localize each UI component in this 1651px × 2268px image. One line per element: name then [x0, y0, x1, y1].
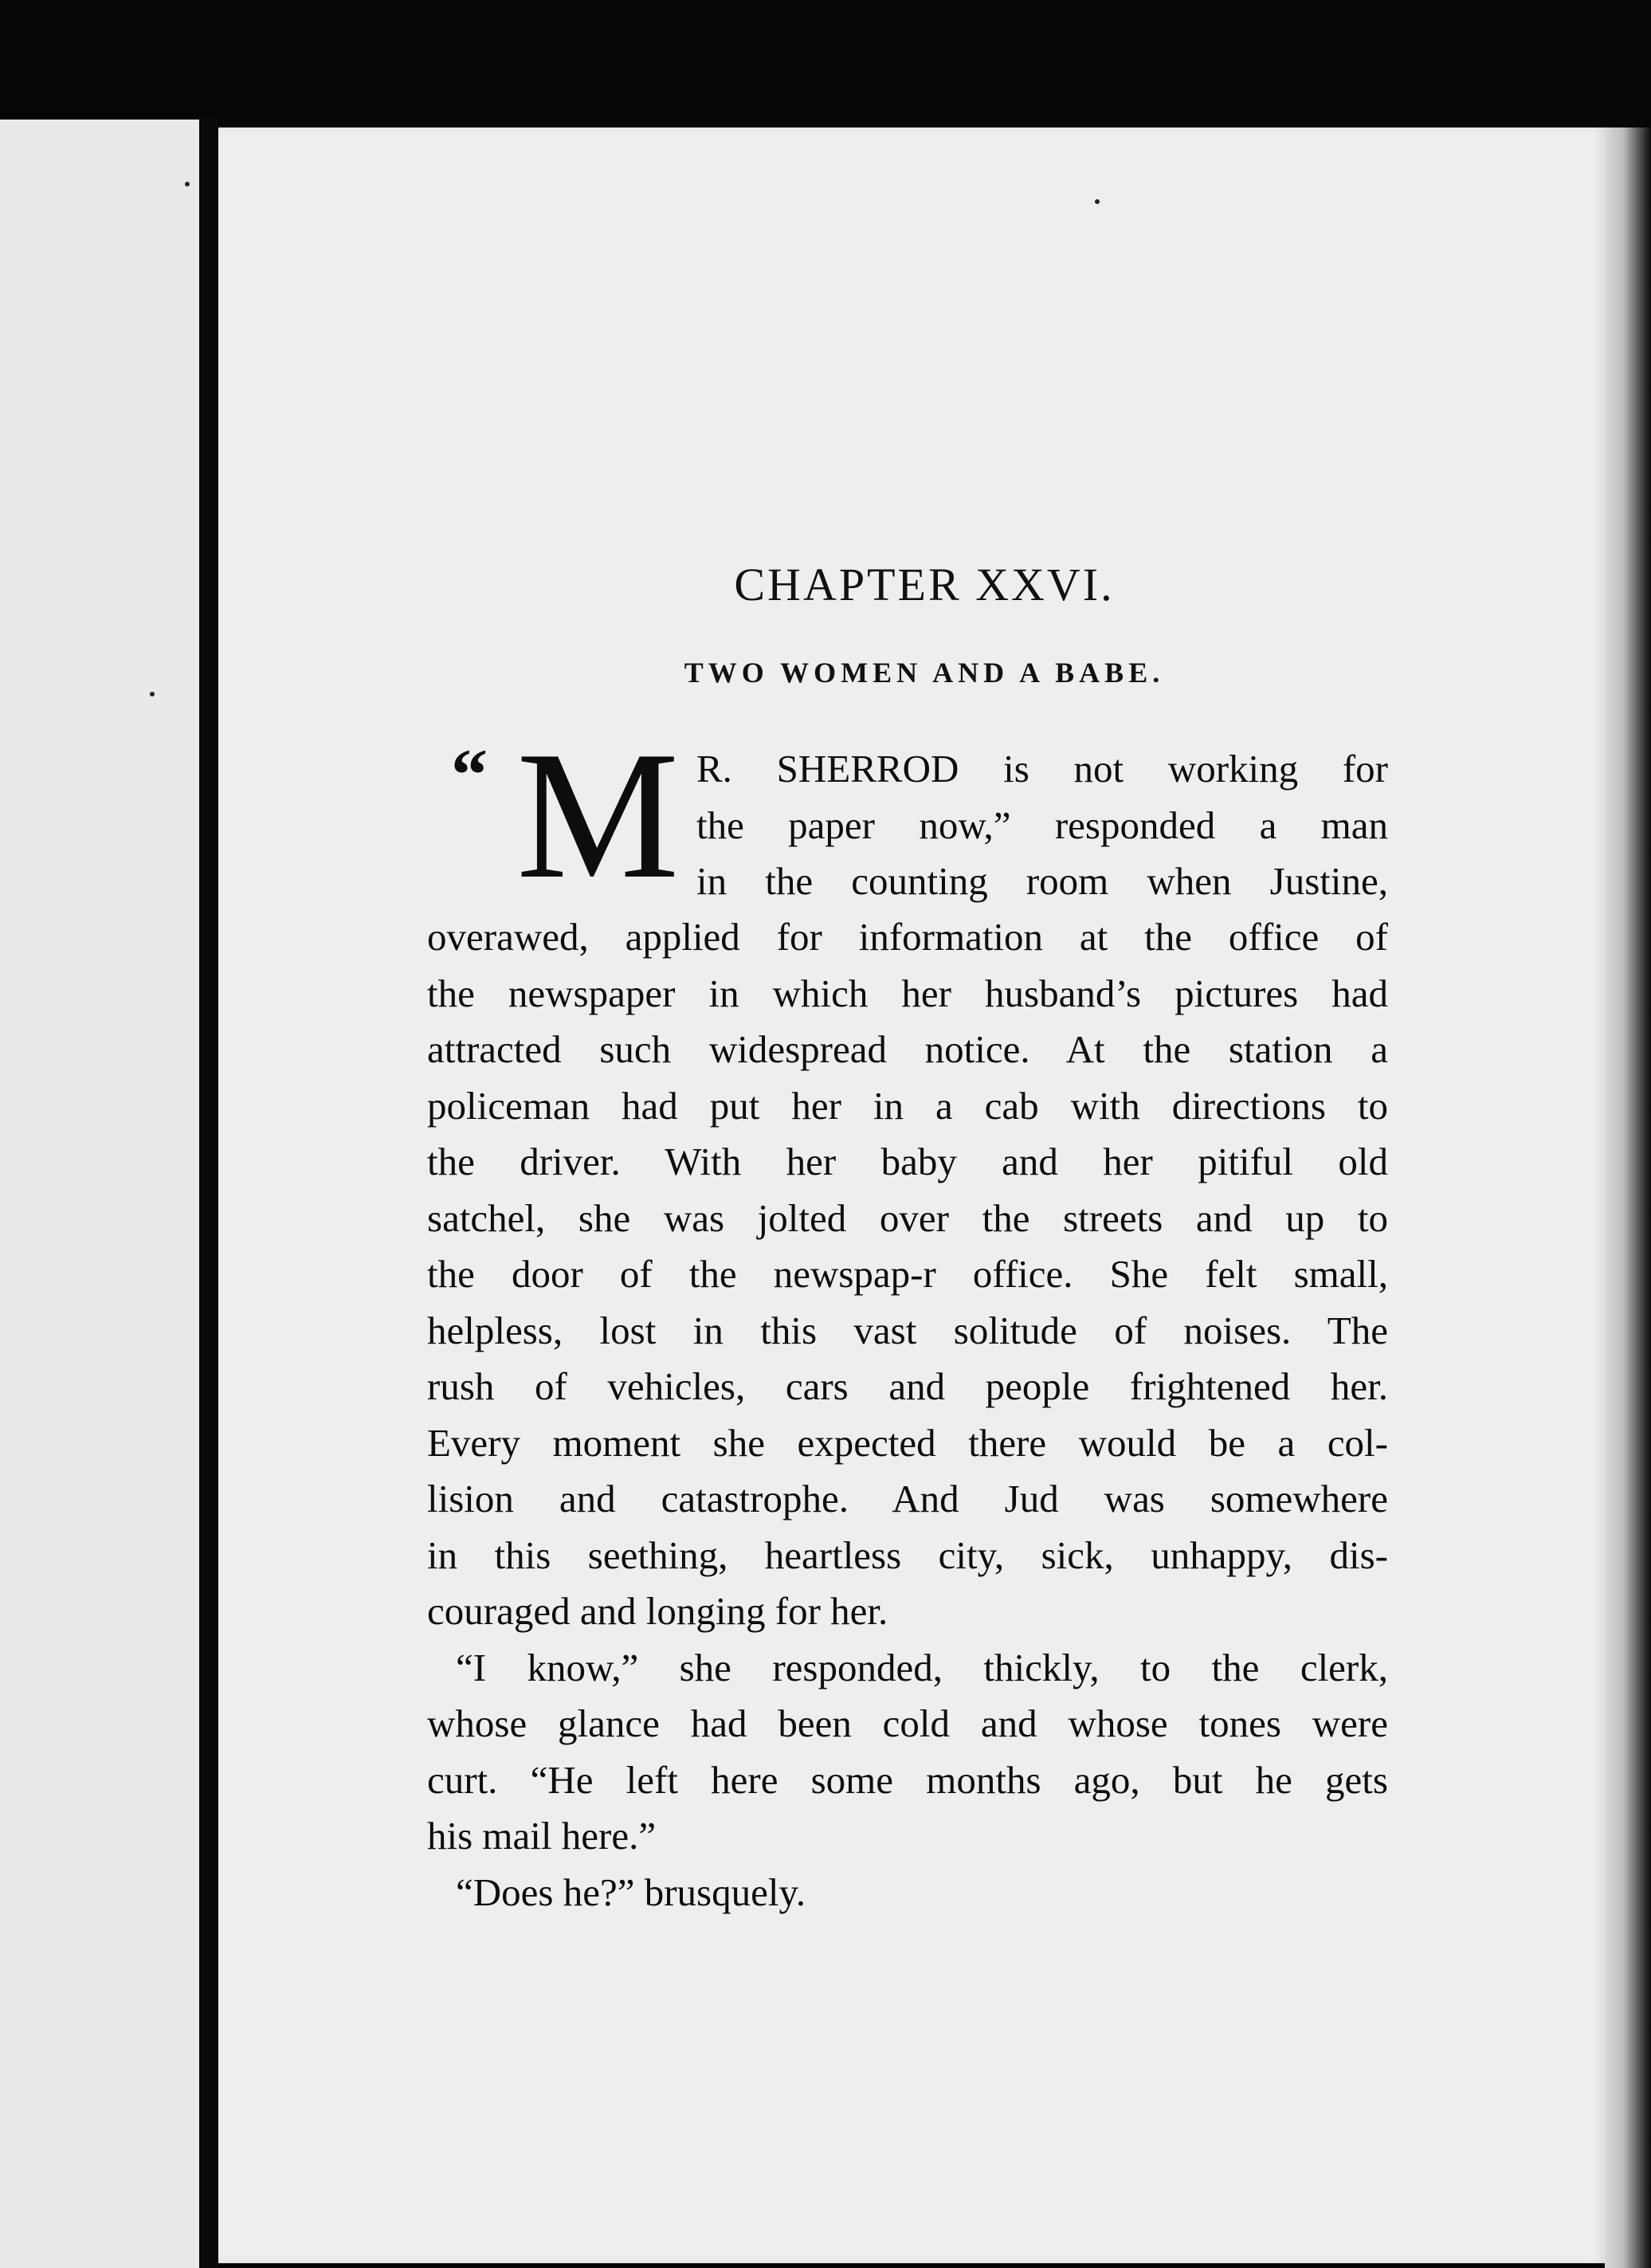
- text-line: whose glance had been cold and whose tones were: [427, 1701, 1388, 1745]
- opening-quote-mark: “: [451, 734, 488, 815]
- facing-page-edge: [0, 120, 199, 2268]
- text-line: attracted such widespread notice. At the station a: [427, 1027, 1388, 1071]
- scan-speck: [185, 182, 190, 186]
- paragraph-3: [427, 1865, 1388, 1921]
- text-line: in the counting room when Justine,: [696, 859, 1388, 903]
- text-line: lision and catastrophe. And Jud was somewhere: [427, 1477, 1388, 1521]
- chapter-subtitle: TWO WOMEN AND A BABE.: [684, 657, 1165, 689]
- text-line: the paper now,” responded a man: [696, 802, 1388, 847]
- paragraph-1: [427, 909, 1388, 1640]
- chapter-body: [427, 713, 1388, 1921]
- text-line: couraged and longing for her.: [427, 1589, 888, 1633]
- page-right-edge: [1605, 128, 1651, 2268]
- opening-paragraph-head: [427, 713, 1388, 916]
- text-line: overawed, applied for information at the office of: [427, 915, 1388, 959]
- text-line: satchel, she was jolted over the streets and up to: [427, 1195, 1388, 1240]
- text-line: R. SHERROD is not working for: [696, 747, 1388, 791]
- paragraph-2: [427, 1640, 1388, 1865]
- text-line: curt. “He left here some months ago, but he gets: [427, 1757, 1388, 1802]
- drop-cap-lines: [696, 741, 1388, 910]
- chapter-title: CHAPTER XXVI.: [734, 559, 1115, 610]
- text-line: Every moment she expected there would be a col-: [427, 1420, 1388, 1465]
- text-line: his mail here.”: [427, 1814, 657, 1858]
- scan-speck: [1095, 199, 1100, 204]
- text-line: in this seething, heartless city, sick, unhappy, dis-: [427, 1532, 1388, 1577]
- text-line: policeman had put her in a cab with directions to: [427, 1083, 1388, 1128]
- text-line: rush of vehicles, cars and people frightened her.: [427, 1364, 1388, 1408]
- text-line: the driver. With her baby and her pitiful old: [427, 1140, 1388, 1183]
- text-line: “I know,” she responded, thickly, to the clerk,: [456, 1645, 1388, 1689]
- scan-top-border: [0, 0, 1651, 128]
- drop-cap-letter: M: [516, 713, 680, 916]
- book-gutter: [201, 120, 218, 2268]
- text-line: the newspaper in which her husband’s pictures had: [427, 971, 1388, 1015]
- scan-speck: [150, 692, 155, 696]
- text-line: “Does he?” brusquely.: [456, 1870, 806, 1914]
- text-line: helpless, lost in this vast solitude of noises. The: [427, 1308, 1388, 1352]
- text-line: the door of the newspap-r office. She felt small,: [427, 1252, 1388, 1296]
